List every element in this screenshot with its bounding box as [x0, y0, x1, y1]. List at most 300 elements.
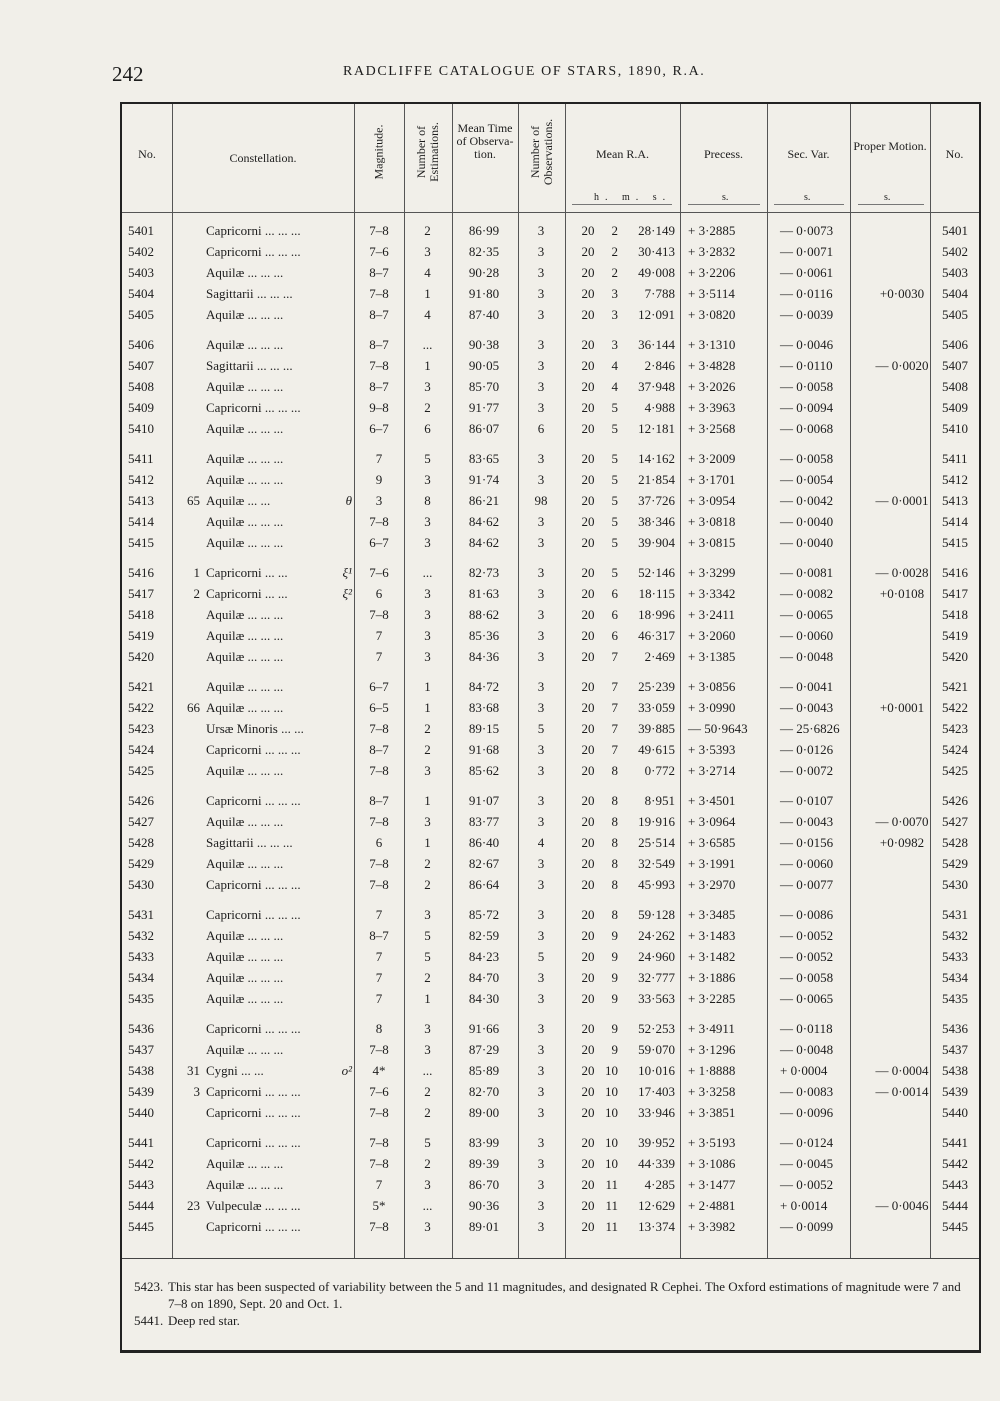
ra-hours: 20 — [581, 607, 595, 623]
precession: + 3·4828 — [688, 358, 736, 374]
row-number-right: 5429 — [942, 856, 968, 872]
estimations: 2 — [424, 1105, 431, 1121]
ra-minutes: 5 — [611, 493, 618, 509]
proper-motion: +0·0001 — [879, 700, 925, 716]
mean-time: 86·21 — [468, 493, 500, 509]
ra-hours: 20 — [581, 970, 595, 986]
table-row — [122, 376, 979, 398]
row-number: 5407 — [128, 358, 154, 374]
ra-minutes: 2 — [611, 223, 618, 238]
ra-seconds: 10·016 — [638, 1063, 675, 1079]
magnitude: 7 — [375, 991, 383, 1007]
row-number-right: 5412 — [942, 472, 968, 488]
estimations: 3 — [424, 379, 431, 395]
row-number-right: 5427 — [942, 814, 968, 830]
header-no-right: No. — [945, 147, 964, 161]
table-row — [122, 1195, 979, 1217]
estimations: 3 — [424, 1021, 431, 1036]
row-number: 5416 — [128, 565, 154, 580]
ra-minutes: 8 — [611, 907, 618, 922]
row-number: 5414 — [128, 514, 154, 530]
mean-time: 89·01 — [468, 1219, 500, 1235]
table-row — [122, 1039, 979, 1061]
secular-variation: — 0·0040 — [780, 514, 834, 530]
ra-seconds: 39·952 — [638, 1135, 675, 1150]
row-number: 5444 — [128, 1198, 154, 1214]
observations: 6 — [537, 421, 545, 437]
ra-minutes: 6 — [611, 628, 618, 644]
precession: + 3·1385 — [688, 649, 736, 665]
mean-time: 86·70 — [468, 1177, 500, 1193]
table-row — [122, 355, 979, 377]
bayer-letter: o² — [341, 1063, 352, 1079]
table-row — [122, 469, 979, 491]
observations: 3 — [537, 679, 545, 694]
ra-hours: 20 — [581, 763, 595, 779]
ra-seconds: 25·239 — [638, 679, 675, 694]
constellation: Capricorni ... ... — [206, 565, 288, 580]
precession: + 3·0818 — [688, 514, 736, 530]
precession: + 3·1482 — [688, 949, 736, 965]
ra-seconds: 37·948 — [638, 379, 675, 395]
observations: 3 — [537, 1177, 545, 1193]
row-number-right: 5445 — [942, 1219, 968, 1235]
precession: + 3·2026 — [688, 379, 736, 395]
ra-seconds: 13·374 — [638, 1219, 675, 1235]
row-number-right: 5441 — [942, 1135, 968, 1150]
row-number: 5409 — [128, 400, 154, 416]
precession: + 3·0990 — [688, 700, 736, 716]
mean-time: 89·00 — [468, 1105, 500, 1121]
magnitude: 6–7 — [369, 535, 389, 551]
ra-seconds: 37·726 — [638, 493, 675, 509]
observations: 3 — [537, 793, 545, 808]
table-row — [122, 1060, 979, 1082]
table-row — [122, 874, 979, 896]
ra-hours: 20 — [581, 472, 595, 488]
footnote-rule — [122, 1258, 979, 1259]
constellation: Aquilæ ... ... — [206, 493, 271, 509]
observations: 3 — [537, 379, 545, 395]
ra-hours: 20 — [581, 721, 595, 737]
ra-seconds: 12·629 — [638, 1198, 675, 1214]
ra-minutes: 11 — [605, 1198, 618, 1214]
estimations: 8 — [424, 493, 431, 509]
ra-minutes: 7 — [611, 721, 618, 737]
secular-variation: — 0·0096 — [780, 1105, 834, 1121]
table-row — [122, 304, 979, 326]
mean-time: 86·64 — [468, 877, 500, 893]
row-number-right: 5406 — [942, 337, 968, 352]
precession: + 3·0954 — [688, 493, 736, 509]
ra-hours: 20 — [581, 1021, 595, 1036]
observations: 98 — [534, 493, 548, 509]
footnote — [134, 1312, 974, 1329]
ra-hours: 20 — [581, 535, 595, 551]
observations: 3 — [537, 514, 545, 530]
row-number-right: 5421 — [942, 679, 968, 694]
secular-variation: — 0·0061 — [780, 265, 834, 281]
observations: 3 — [537, 649, 545, 665]
row-number: 5412 — [128, 472, 154, 488]
precession: + 3·1991 — [688, 856, 736, 872]
observations: 3 — [537, 1063, 545, 1079]
secular-variation: — 0·0058 — [780, 379, 834, 395]
ra-seconds: 33·059 — [638, 700, 675, 716]
row-number-right: 5438 — [942, 1063, 968, 1079]
constellation: Aquilæ ... ... ... — [206, 1177, 284, 1193]
table-row — [122, 853, 979, 875]
row-number-right: 5440 — [942, 1105, 968, 1121]
row-number: 5442 — [128, 1156, 154, 1172]
secular-variation: — 25·6826 — [780, 721, 840, 737]
estimations: 2 — [424, 1156, 431, 1172]
table-row — [122, 1216, 979, 1238]
observations: 3 — [537, 877, 545, 893]
row-number-right: 5408 — [942, 379, 968, 395]
row-number: 5440 — [128, 1105, 154, 1121]
row-number: 5421 — [128, 679, 154, 694]
footnotes — [134, 1278, 974, 1329]
observations: 3 — [537, 223, 545, 238]
header-precess: Precess. — [704, 147, 743, 161]
secular-variation: — 0·0052 — [780, 949, 834, 965]
proper-motion: +0·0982 — [879, 835, 925, 851]
row-number-right: 5419 — [942, 628, 968, 644]
estimations: 3 — [424, 649, 431, 665]
ra-minutes: 9 — [611, 1021, 618, 1036]
table-row — [122, 1081, 979, 1103]
secular-variation: — 0·0058 — [780, 451, 834, 466]
sec-var-unit: s. — [804, 192, 811, 203]
ra-seconds: 52·253 — [638, 1021, 675, 1036]
table-row — [122, 1102, 979, 1124]
table-row — [122, 511, 979, 533]
table-row — [122, 418, 979, 440]
ra-seconds: 17·403 — [638, 1084, 675, 1100]
ra-minutes: 10 — [605, 1156, 618, 1172]
estimations: ... — [422, 565, 433, 580]
magnitude: 3 — [375, 493, 383, 509]
precession: + 3·2411 — [688, 607, 735, 623]
ra-hours: 20 — [581, 421, 595, 437]
constellation: Capricorni ... ... ... — [206, 1219, 301, 1235]
ra-minutes: 9 — [611, 991, 618, 1007]
bayer-letter: ξ² — [342, 586, 352, 602]
row-number: 5410 — [128, 421, 154, 437]
ra-hours: 20 — [581, 700, 595, 716]
ra-seconds: 8·951 — [644, 793, 675, 808]
mean-time: 82·35 — [468, 244, 500, 260]
ra-hours: 20 — [581, 628, 595, 644]
ra-hours: 20 — [581, 451, 595, 466]
ra-minutes: 7 — [611, 742, 618, 758]
ra-hours: 20 — [581, 1084, 595, 1100]
observations: 3 — [537, 907, 545, 922]
ra-minutes: 5 — [611, 421, 618, 437]
magnitude: 7–8 — [369, 814, 389, 830]
row-number: 5405 — [128, 307, 154, 323]
mean-time: 83·77 — [468, 814, 500, 830]
row-number: 5418 — [128, 607, 154, 623]
constellation: Capricorni ... ... — [206, 586, 288, 602]
ra-minutes: 8 — [611, 814, 618, 830]
ra-hours: 20 — [581, 1156, 595, 1172]
mean-time: 91·74 — [468, 472, 500, 488]
magnitude: 8–7 — [369, 337, 389, 352]
row-number-right: 5403 — [942, 265, 968, 281]
table-row — [122, 760, 979, 782]
unit-rule — [858, 204, 924, 205]
precession: + 3·1086 — [688, 1156, 736, 1172]
ra-seconds: 52·146 — [638, 565, 675, 580]
secular-variation: — 0·0126 — [780, 742, 834, 758]
ra-minutes: 10 — [605, 1105, 618, 1121]
mean-time: 86·07 — [468, 421, 500, 437]
row-number-right: 5425 — [942, 763, 968, 779]
constellation: Aquilæ ... ... ... — [206, 856, 284, 872]
row-number: 5408 — [128, 379, 154, 395]
ra-minutes: 5 — [611, 535, 618, 551]
table-row — [122, 946, 979, 968]
precession: + 3·3851 — [688, 1105, 736, 1121]
observations: 3 — [537, 970, 545, 986]
ra-hours: 20 — [581, 379, 595, 395]
precession: + 3·4501 — [688, 793, 736, 808]
observations: 3 — [537, 400, 545, 416]
estimations: 2 — [424, 970, 431, 986]
row-number: 5415 — [128, 535, 154, 551]
secular-variation: — 0·0048 — [780, 649, 834, 665]
ra-hours: 20 — [581, 1177, 595, 1193]
precession: + 3·1886 — [688, 970, 736, 986]
ra-minutes: 5 — [611, 451, 618, 466]
mean-time: 91·80 — [468, 286, 500, 302]
observations: 3 — [537, 607, 545, 623]
constellation: Aquilæ ... ... ... — [206, 970, 284, 986]
table-row — [122, 1132, 979, 1154]
ra-minutes: 7 — [611, 700, 618, 716]
ra-minutes: 6 — [611, 586, 618, 602]
unit-rule — [572, 204, 672, 205]
table-row — [122, 604, 979, 626]
constellation: Aquilæ ... ... ... — [206, 265, 284, 281]
magnitude: 7 — [375, 1177, 383, 1193]
unit-rule — [774, 204, 844, 205]
magnitude: 7–8 — [369, 286, 389, 302]
flamsteed-number: 31 — [187, 1063, 200, 1079]
ra-hours: 20 — [581, 400, 595, 416]
header-mean-time: Mean Time of Observa- tion. — [456, 121, 514, 161]
ra-minutes: 4 — [611, 379, 618, 395]
row-number: 5402 — [128, 244, 154, 260]
header-estimations: Number of Estimations. — [414, 122, 441, 182]
observations: 3 — [537, 700, 545, 716]
magnitude: 7–8 — [369, 514, 389, 530]
ra-minutes: 6 — [611, 607, 618, 623]
table-row — [122, 1174, 979, 1196]
proper-motion: — 0·0070 — [875, 814, 929, 830]
mean-time: 85·36 — [468, 628, 500, 644]
mean-time: 91·77 — [468, 400, 500, 416]
ra-hours: 20 — [581, 1219, 595, 1235]
precession: + 3·3299 — [688, 565, 736, 580]
footnote — [134, 1278, 974, 1312]
secular-variation: — 0·0045 — [780, 1156, 834, 1172]
ra-units: h. m. s. — [594, 192, 672, 203]
constellation: Ursæ Minoris ... ... — [206, 721, 304, 737]
ra-minutes: 5 — [611, 472, 618, 488]
magnitude: 7–8 — [369, 1135, 389, 1150]
precession: + 3·3342 — [688, 586, 736, 602]
observations: 3 — [537, 1042, 545, 1058]
secular-variation: — 0·0060 — [780, 856, 834, 872]
precession: + 3·4911 — [688, 1021, 735, 1036]
estimations: 2 — [424, 1084, 431, 1100]
magnitude: 7–8 — [369, 1042, 389, 1058]
estimations: 5 — [424, 949, 431, 965]
row-number: 5433 — [128, 949, 154, 965]
row-number: 5436 — [128, 1021, 154, 1036]
observations: 5 — [537, 949, 545, 965]
estimations: ... — [422, 1198, 433, 1214]
mean-time: 91·07 — [468, 793, 500, 808]
magnitude: 8–7 — [369, 379, 389, 395]
precession: + 3·0856 — [688, 679, 736, 694]
observations: 3 — [537, 1021, 545, 1036]
observations: 4 — [537, 835, 545, 851]
constellation: Vulpeculæ ... ... ... — [206, 1198, 301, 1214]
ra-hours: 20 — [581, 856, 595, 872]
magnitude: 7–6 — [369, 244, 389, 260]
secular-variation: — 0·0065 — [780, 607, 834, 623]
proper-motion: — 0·0028 — [875, 565, 929, 580]
table-row — [122, 967, 979, 989]
table-row — [122, 697, 979, 719]
estimations: 2 — [424, 877, 431, 893]
constellation: Capricorni ... ... ... — [206, 400, 301, 416]
table-row — [122, 646, 979, 668]
ra-seconds: 24·960 — [638, 949, 675, 965]
row-number: 5429 — [128, 856, 154, 872]
estimations: 2 — [424, 400, 431, 416]
constellation: Capricorni ... ... ... — [206, 877, 301, 893]
secular-variation: — 0·0068 — [780, 421, 834, 437]
magnitude: 8–7 — [369, 265, 389, 281]
ra-minutes: 8 — [611, 763, 618, 779]
ra-seconds: 0·772 — [644, 763, 675, 779]
ra-hours: 20 — [581, 1105, 595, 1121]
estimations: 3 — [424, 1177, 431, 1193]
constellation: Aquilæ ... ... ... — [206, 991, 284, 1007]
secular-variation: — 0·0110 — [780, 358, 833, 374]
constellation: Capricorni ... ... ... — [206, 244, 301, 260]
pm-unit: s. — [884, 192, 891, 203]
constellation: Capricorni ... ... ... — [206, 1021, 301, 1036]
row-number: 5439 — [128, 1084, 154, 1100]
ra-seconds: 38·346 — [638, 514, 675, 530]
row-number: 5411 — [128, 451, 154, 466]
constellation: Capricorni ... ... ... — [206, 223, 301, 238]
mean-time: 86·99 — [468, 223, 500, 238]
magnitude: 4* — [372, 1063, 386, 1079]
ra-minutes: 8 — [611, 856, 618, 872]
observations: 3 — [537, 991, 545, 1007]
precession: + 3·6585 — [688, 835, 736, 851]
secular-variation: — 0·0054 — [780, 472, 834, 488]
row-number-right: 5430 — [942, 877, 968, 893]
ra-hours: 20 — [581, 244, 595, 260]
estimations: 1 — [424, 286, 431, 302]
ra-minutes: 2 — [611, 265, 618, 281]
ra-hours: 20 — [581, 286, 595, 302]
ra-minutes: 3 — [611, 307, 618, 323]
magnitude: 8–7 — [369, 307, 389, 323]
ra-hours: 20 — [581, 358, 595, 374]
secular-variation: — 0·0116 — [780, 286, 833, 302]
observations: 5 — [537, 721, 545, 737]
proper-motion: — 0·0014 — [875, 1084, 929, 1100]
header-proper-motion: Proper Motion. — [853, 139, 927, 153]
ra-seconds: 44·339 — [638, 1156, 675, 1172]
precession: + 3·2568 — [688, 421, 736, 437]
proper-motion: — 0·0001 — [875, 493, 929, 509]
mean-time: 82·67 — [468, 856, 500, 872]
magnitude: 7 — [375, 907, 383, 922]
secular-variation: + 0·0014 — [780, 1198, 828, 1214]
magnitude: 6–5 — [369, 700, 389, 716]
row-number: 5441 — [128, 1135, 154, 1150]
row-number: 5413 — [128, 493, 154, 509]
estimations: 6 — [424, 421, 431, 437]
ra-minutes: 5 — [611, 565, 618, 580]
ra-hours: 20 — [581, 514, 595, 530]
precession: + 3·5393 — [688, 742, 736, 758]
row-number: 5430 — [128, 877, 154, 893]
ra-seconds: 12·181 — [638, 421, 675, 437]
estimations: 1 — [424, 679, 431, 694]
magnitude: 7–8 — [369, 877, 389, 893]
row-number: 5420 — [128, 649, 154, 665]
table-row — [122, 262, 979, 284]
constellation: Sagittarii ... ... ... — [206, 835, 293, 851]
flamsteed-number: 66 — [187, 700, 200, 716]
ra-seconds: 2·846 — [644, 358, 675, 374]
row-number: 5404 — [128, 286, 154, 302]
bayer-letter: ξ¹ — [342, 565, 352, 580]
observations: 3 — [537, 337, 545, 352]
constellation: Capricorni ... ... ... — [206, 793, 301, 808]
ra-seconds: 4·988 — [644, 400, 675, 416]
estimations: 4 — [424, 307, 431, 323]
constellation: Cygni ... ... — [206, 1063, 264, 1079]
secular-variation: — 0·0094 — [780, 400, 834, 416]
mean-time: 85·62 — [468, 763, 500, 779]
magnitude: 7 — [375, 628, 383, 644]
ra-seconds: 18·996 — [638, 607, 675, 623]
row-number-right: 5434 — [942, 970, 968, 986]
secular-variation: — 0·0071 — [780, 244, 834, 260]
estimations: 3 — [424, 472, 431, 488]
mean-time: 89·15 — [468, 721, 500, 737]
magnitude: 6 — [375, 835, 383, 851]
secular-variation: — 0·0040 — [780, 535, 834, 551]
ra-seconds: 39·904 — [638, 535, 675, 551]
flamsteed-number: 65 — [187, 493, 200, 509]
ra-minutes: 9 — [611, 970, 618, 986]
secular-variation: — 0·0041 — [780, 679, 834, 694]
ra-minutes: 3 — [611, 286, 618, 302]
